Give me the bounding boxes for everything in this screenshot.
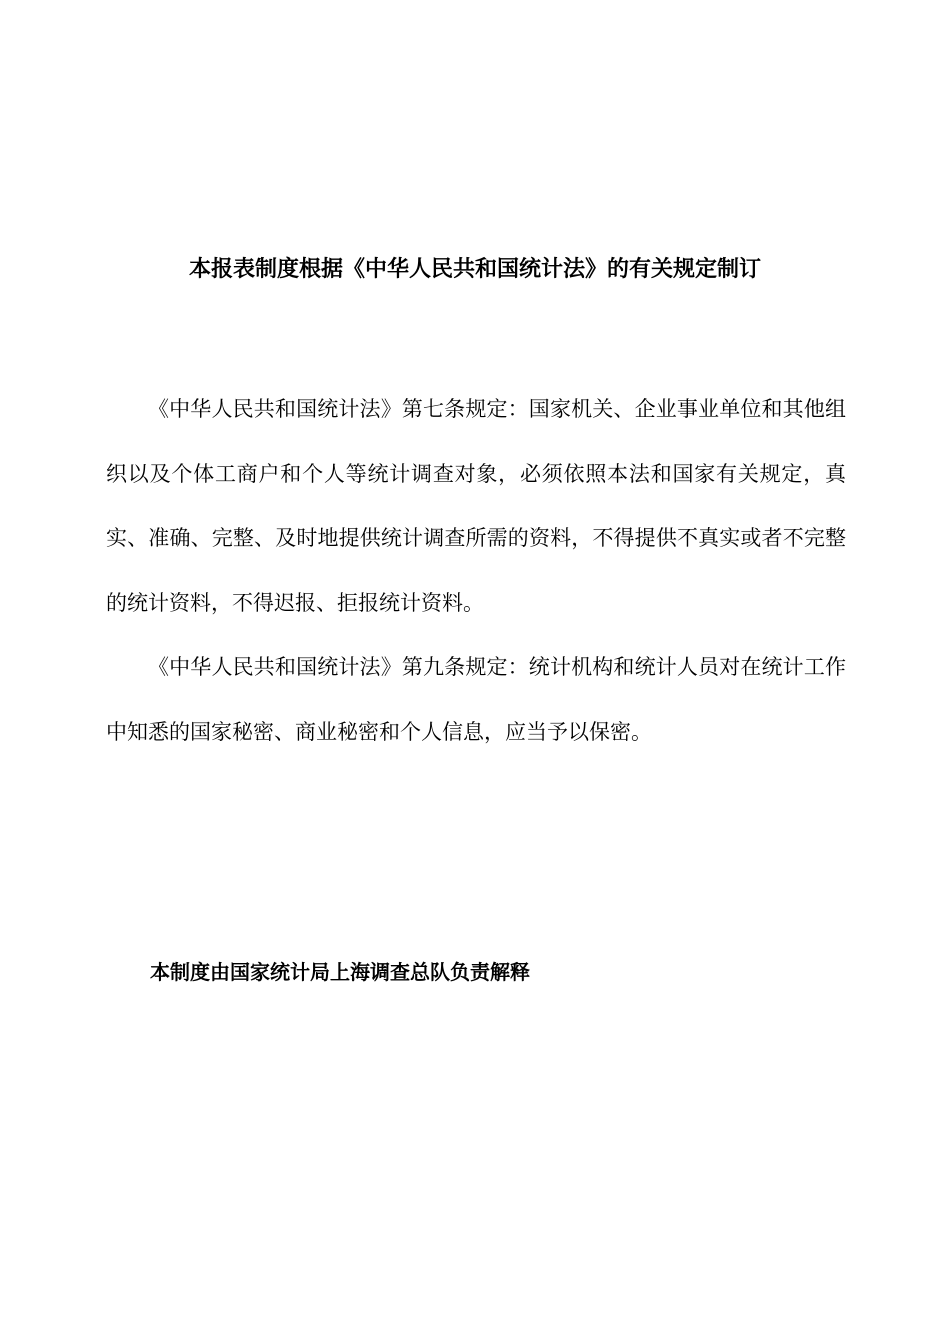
- document-title: 本报表制度根据《中华人民共和国统计法》的有关规定制订: [188, 257, 761, 282]
- interpretation-note: 本制度由国家统计局上海调查总队负责解释: [150, 960, 530, 984]
- paragraph-article-9: 《中华人民共和国统计法》第九条规定：统计机构和统计人员对在统计工作中知悉的国家秘密、商业秘密和个人信息，应当予以保密。: [106, 655, 846, 744]
- document-body: [106, 377, 846, 764]
- paragraph-article-7: 《中华人民共和国统计法》第七条规定：国家机关、企业事业单位和其他组织以及个体工商户和个人等统计调查对象，必须依照本法和国家有关规定，真实、准确、完整、及时地提供统计调查所需的资料，不得提供不真实或者不完整的统计资料，不得迟报、拒报统计资料。: [106, 397, 846, 615]
